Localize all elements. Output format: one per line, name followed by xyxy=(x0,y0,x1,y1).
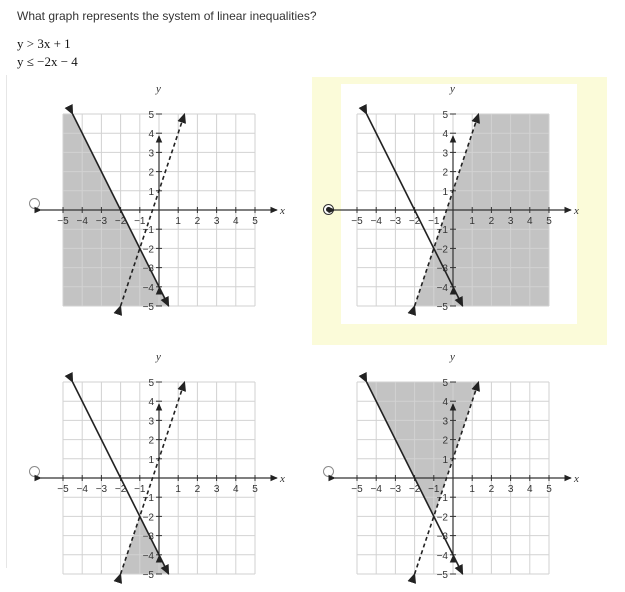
x-tick-label: −5 xyxy=(351,216,363,227)
y-tick-label: 3 xyxy=(148,416,154,428)
x-axis-label: x xyxy=(574,473,579,485)
y-tick-label: −1 xyxy=(436,225,448,237)
x-tick-label: −5 xyxy=(351,484,363,495)
option-a-graph[interactable] xyxy=(42,83,285,324)
y-axis-label: y xyxy=(156,351,161,363)
y-tick-label: −5 xyxy=(436,302,448,313)
y-tick-label: −3 xyxy=(142,531,154,543)
x-tick-label: 4 xyxy=(233,216,239,227)
x-tick-label: 1 xyxy=(175,484,181,495)
x-tick-label: −3 xyxy=(389,216,402,227)
y-axis-label: y xyxy=(450,83,455,95)
x-tick-label: 3 xyxy=(213,484,220,495)
x-tick-label: 4 xyxy=(527,216,533,227)
x-tick-label: −1 xyxy=(428,484,440,495)
y-tick-label: 5 xyxy=(442,378,448,389)
x-tick-label: 5 xyxy=(546,216,552,227)
x-tick-label: −2 xyxy=(114,484,127,495)
y-tick-label: 1 xyxy=(442,454,448,466)
y-tick-label: 5 xyxy=(148,110,154,121)
x-tick-label: −2 xyxy=(408,216,421,227)
y-tick-label: 4 xyxy=(148,397,154,409)
x-tick-label: −5 xyxy=(57,484,69,495)
y-tick-label: 5 xyxy=(442,110,448,121)
y-tick-label: 1 xyxy=(148,454,154,466)
y-tick-label: −2 xyxy=(142,244,154,256)
x-tick-label: −3 xyxy=(95,484,108,495)
x-tick-label: 2 xyxy=(194,216,201,227)
x-tick-label: 5 xyxy=(252,484,258,495)
y-axis-label: y xyxy=(156,83,161,95)
y-tick-label: 3 xyxy=(442,416,448,428)
y-tick-label: 4 xyxy=(148,129,154,141)
x-tick-label: 3 xyxy=(507,484,514,495)
x-axis-label: x xyxy=(574,205,579,217)
shaded-region xyxy=(367,382,479,516)
y-tick-label: −4 xyxy=(436,550,448,562)
y-tick-label: −5 xyxy=(142,570,154,581)
y-tick-label: −4 xyxy=(142,550,154,562)
x-axis-label: x xyxy=(280,473,285,485)
x-tick-label: 2 xyxy=(194,484,201,495)
x-tick-label: 4 xyxy=(233,484,239,495)
y-tick-label: −1 xyxy=(142,493,154,505)
x-tick-label: 3 xyxy=(213,216,220,227)
y-axis-label: y xyxy=(450,351,455,363)
y-tick-label: −2 xyxy=(436,512,448,524)
x-tick-label: 2 xyxy=(488,216,495,227)
y-tick-label: 2 xyxy=(442,435,448,447)
y-tick-label: −2 xyxy=(142,512,154,524)
y-tick-label: 5 xyxy=(148,378,154,389)
y-tick-label: 4 xyxy=(442,397,448,409)
x-tick-label: 1 xyxy=(175,216,181,227)
y-tick-label: −1 xyxy=(142,225,154,237)
x-tick-label: −2 xyxy=(114,216,127,227)
y-tick-label: −3 xyxy=(436,531,448,543)
x-tick-label: 2 xyxy=(488,484,495,495)
x-tick-label: −4 xyxy=(370,216,382,227)
y-tick-label: 1 xyxy=(148,186,154,198)
y-tick-label: −2 xyxy=(436,244,448,256)
x-tick-label: −4 xyxy=(76,216,88,227)
option-c-radio[interactable] xyxy=(29,466,40,477)
x-tick-label: −3 xyxy=(95,216,108,227)
option-b-graph[interactable] xyxy=(336,83,579,324)
x-tick-label: −4 xyxy=(370,484,382,495)
inequality-1: y > 3x + 1 xyxy=(17,36,71,51)
y-tick-label: 1 xyxy=(442,186,448,198)
y-tick-label: −4 xyxy=(142,282,154,294)
y-tick-label: −4 xyxy=(436,282,448,294)
y-tick-label: 4 xyxy=(442,129,448,141)
y-tick-label: 2 xyxy=(148,167,154,179)
inequality-2: y ≤ −2x − 4 xyxy=(17,54,78,69)
x-tick-label: −1 xyxy=(134,216,146,227)
x-tick-label: 5 xyxy=(252,216,258,227)
y-tick-label: −3 xyxy=(436,263,448,275)
x-tick-label: 4 xyxy=(527,484,533,495)
x-tick-label: 3 xyxy=(507,216,514,227)
option-d-radio[interactable] xyxy=(323,466,334,477)
question-text: What graph represents the system of linear inequalities? xyxy=(17,9,317,23)
y-tick-label: 2 xyxy=(148,435,154,447)
x-tick-label: −5 xyxy=(57,216,69,227)
left-divider xyxy=(6,75,7,568)
y-tick-label: 3 xyxy=(442,148,448,160)
option-a-radio[interactable] xyxy=(29,198,40,209)
y-tick-label: 2 xyxy=(442,167,448,179)
x-tick-label: 1 xyxy=(469,216,475,227)
x-tick-label: −4 xyxy=(76,484,88,495)
x-axis-label: x xyxy=(280,205,285,217)
option-c-graph[interactable] xyxy=(42,351,285,592)
y-tick-label: −1 xyxy=(436,493,448,505)
x-tick-label: −1 xyxy=(134,484,146,495)
x-tick-label: −1 xyxy=(428,216,440,227)
option-d-graph[interactable] xyxy=(336,351,579,592)
x-tick-label: −3 xyxy=(389,484,402,495)
y-tick-label: 3 xyxy=(148,148,154,160)
option-b-radio[interactable] xyxy=(323,204,334,215)
x-tick-label: 1 xyxy=(469,484,475,495)
y-tick-label: −3 xyxy=(142,263,154,275)
y-tick-label: −5 xyxy=(142,302,154,313)
x-tick-label: −2 xyxy=(408,484,421,495)
x-tick-label: 5 xyxy=(546,484,552,495)
y-tick-label: −5 xyxy=(436,570,448,581)
